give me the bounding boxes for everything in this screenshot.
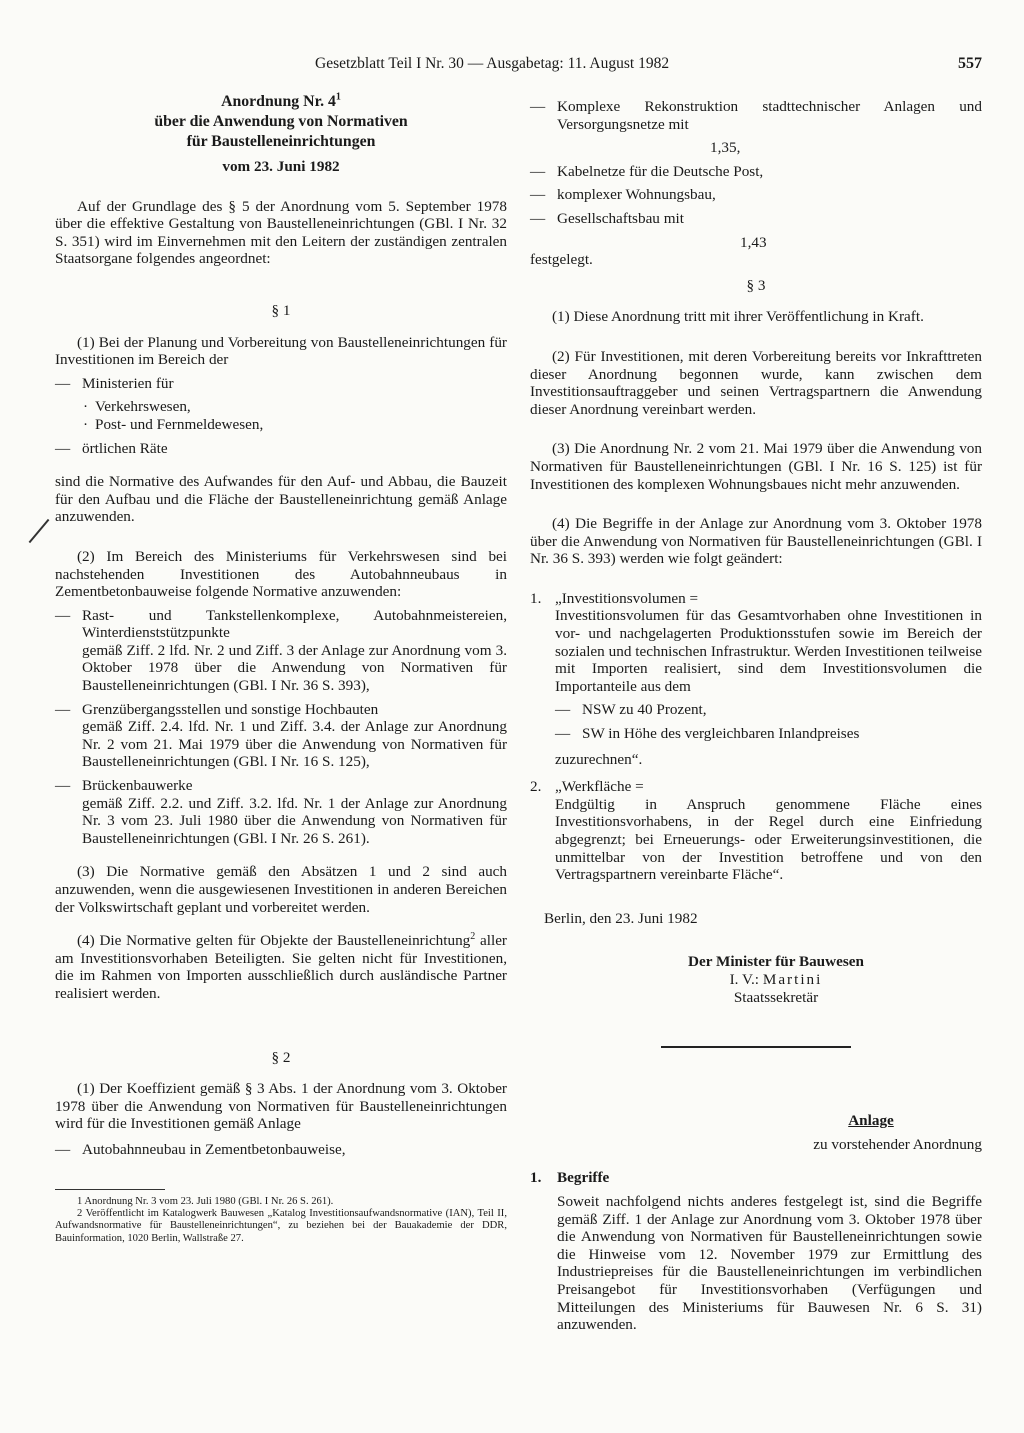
list-item — [55, 607, 507, 642]
list-item-text: Grenzübergangsstellen und sonstige Hochbauten — [82, 700, 379, 718]
s1-paragraph-3: (3) Die Normative gemäß den Absätzen 1 und 2 sind auch anzuwenden, wenn die ausgewiesenen Investitionen in anderen Bereichen der Volkswirtschaft geplant und vorbereitet werden. — [55, 863, 507, 916]
anlage-title: Anlage — [848, 1112, 894, 1130]
anlage-section-number: 1. — [530, 1169, 542, 1187]
s1-p4-text-b: aller am Investitionsvorhaben Beteiligten. Sie gelten nicht für Investitionen, die im Rahmen von Importen ausschließlich durch ausländische Partner realisiert werden. — [55, 932, 507, 1002]
list-item — [55, 1141, 507, 1159]
list-item-text: örtlichen Räte — [82, 439, 168, 457]
sub-item-text: NSW zu 40 Prozent, — [582, 701, 707, 719]
list-item — [55, 777, 507, 795]
footnote-rule — [55, 1189, 165, 1190]
title-line-1: Anordnung Nr. 4 — [221, 93, 336, 110]
list-item-text: Brückenbauwerke — [82, 777, 193, 795]
list-item-reference: gemäß Ziff. 2.2. und Ziff. 3.2. lfd. Nr. 1 der Anlage zur Anordnung Nr. 3 vom 23. Juli 1980 über die Anwendung von Normativen für Baustelleneinrichtungen (GBl. I Nr. 26 S. 261). — [82, 794, 507, 847]
anlage-text: Soweit nachfolgend nichts anderes festgelegt ist, sind die Begriffe gemäß Ziff. 1 der Anlage zur Anordnung vom 3. Oktober 1978 über die Anwendung von Normativen für Baustelleneinrichtungen sowie die Hinweise vom 12. November 1979 zur Ermittlung des Industriepreises für die Baustelleneinrichtungen im verbindlichen Preisangebot für Investitionsvorhaben (Verfügungen und Mitteilungen des Ministeriums für Bauwesen Nr. 6 S. 31) anzuwenden. — [557, 1192, 982, 1334]
title-line-3: für Baustelleneinrichtungen — [186, 133, 376, 150]
sub-list-item — [530, 701, 982, 719]
s3-paragraph-3: (3) Die Anordnung Nr. 2 vom 21. Mai 1979 über die Anwendung von Normativen für Baustelleneinrichtungen (GBl. I Nr. 16 S. 125) ist für Investitionen des komplexen Wohnungsbaues nicht mehr anzuwenden. — [530, 440, 982, 493]
s3-paragraph-4: (4) Die Begriffe in der Anlage zur Anordnung vom 3. Oktober 1978 über die Anwendung von Normativen für Baustelleneinrichtungen (GBl. I Nr. 36 S. 393) werden wie folgt geändert: — [530, 515, 982, 568]
title-footnote-ref: 1 — [335, 91, 341, 103]
list-item-text: Autobahnneubau in Zementbetonbauweise, — [82, 1140, 346, 1158]
sub-item-text: Post- und Fernmeldewesen, — [95, 415, 264, 433]
section-3-heading: § 3 — [746, 276, 766, 294]
dash-mark: — — [55, 439, 71, 457]
s3-paragraph-1: (1) Diese Anordnung tritt mit ihrer Veröffentlichung in Kraft. — [552, 308, 924, 326]
sub-item-text: SW in Höhe des vergleichbaren Inlandpreises — [582, 725, 860, 743]
dash-mark: — — [55, 1140, 71, 1158]
bullet-mark: · — [83, 415, 89, 433]
dash-mark: — — [55, 700, 71, 718]
sub-list-item — [530, 725, 982, 743]
list-item — [530, 186, 982, 204]
definition-heading: „Werkfläche = — [555, 778, 644, 796]
section-2-heading: § 2 — [271, 1048, 291, 1066]
definition-text: Investitionsvolumen für das Gesamtvorhaben ohne Investitionen in vor- und nachgelagerten Produktionsstufen sowie im Bereich der sozialen und technischen Infrastruktur. Werden Investitionen teilweise mit Importen realisiert, sind dem Investitionsvolumen die Importanteile aus dem — [555, 607, 982, 695]
footnote-2: 2 Veröffentlicht im Katalogwerk Bauwesen „Katalog Investitionsaufwandsnormative (IAN), Teil II, Aufwandsnormative für Baustelleneinrichtungen“, zu beziehen bei der Bauakademie der DDR, Bauinformation, 1020 Berlin, Wallstraße 27. — [55, 1207, 507, 1244]
list-item-reference: gemäß Ziff. 2 lfd. Nr. 2 und Ziff. 3 der Anlage zur Anordnung vom 3. Oktober 1978 über die Anwendung von Normativen für Baustelleneinrichtungen (GBl. I Nr. 36 S. 393), — [82, 641, 507, 695]
s1-paragraph-1: (1) Bei der Planung und Vorbereitung von Baustelleneinrichtungen für Investitionen im Bereich der — [55, 333, 507, 369]
dash-mark: — — [55, 374, 71, 392]
pen-mark — [29, 519, 50, 543]
title-line-2: über die Anwendung von Normativen — [154, 113, 408, 130]
right-column — [530, 98, 982, 1334]
dash-mark: — — [530, 209, 546, 227]
list-item-reference: gemäß Ziff. 2.4. lfd. Nr. 1 und Ziff. 3.4. der Anlage zur Anordnung Nr. 2 vom 21. Mai 1979 über die Anwendung von Normativen für Baustelleneinrichtungen (GBl. I Nr. 16 S. 125), — [82, 718, 507, 771]
document-title — [55, 92, 507, 152]
anlage-title-wrap — [530, 1112, 982, 1130]
list-item — [55, 440, 507, 458]
list-item-text: Rast- und Tankstellenkomplexe, Autobahnmeistereien, Winterdienststützpunkte — [82, 606, 507, 642]
footnote-ref: 2 — [470, 931, 476, 943]
list-item-text: komplexer Wohnungsbau, — [557, 186, 716, 204]
document-date: vom 23. Juni 1982 — [222, 158, 340, 175]
definition-item — [530, 590, 982, 608]
sub-list-item — [55, 416, 507, 434]
s3-paragraph-2: (2) Für Investitionen, mit deren Vorbereitung bereits vor Inkrafttreten dieser Anordnung begonnen wurde, kann zwischen dem Investitionsauftraggeber und seinen Vertragspartnern die Anwendung dieser Anordnung vereinbart werden. — [530, 347, 982, 418]
footnote-1: 1 Anordnung Nr. 3 vom 23. Juli 1980 (GBl. I Nr. 26 S. 261). — [77, 1195, 334, 1207]
list-item — [55, 375, 507, 393]
dash-mark: — — [530, 98, 546, 115]
page-header — [52, 55, 982, 77]
definition-item — [530, 778, 982, 796]
sub-item-text: Verkehrswesen, — [95, 398, 191, 416]
anlage-section-heading: Begriffe — [557, 1169, 610, 1187]
signer-role: Staatssekretär — [733, 988, 819, 1006]
s1-paragraph-2: (2) Im Bereich des Ministeriums für Verkehrswesen sind bei nachstehenden Investitionen des Autobahnneubaus in Zementbetonbauweise folgende Normative anzuwenden: — [55, 547, 507, 601]
list-item-text: Komplexe Rekonstruktion stadttechnischer Anlagen und Versorgungsnetze mit — [557, 98, 982, 133]
definition-text: Endgültig in Anspruch genommene Fläche eines Investitionsvorhabens, in der Regel durch eine Einfriedung abgegrenzt; bei Erneuerungs- oder Erweiterungsinvestitionen, die unmittelbar von der Investition betroffene und von den Vertragspartnern vereinbarte Fläche“. — [555, 795, 982, 884]
dash-mark: — — [55, 606, 71, 624]
festgelegt-text: festgelegt. — [530, 251, 593, 269]
coefficient-value: 1,35, — [710, 139, 741, 157]
list-item-text: Kabelnetze für die Deutsche Post, — [557, 162, 764, 180]
dash-mark: — — [530, 162, 546, 180]
dash-mark: — — [555, 725, 571, 743]
s1-p4-text-a: (4) Die Normative gelten für Objekte der Baustelleneinrichtung — [77, 932, 471, 950]
signer-title: Der Minister für Bauwesen — [688, 953, 864, 971]
bullet-mark: · — [83, 398, 89, 416]
s2-paragraph-1: (1) Der Koeffizient gemäß § 3 Abs. 1 der Anordnung vom 3. Oktober 1978 über die Anwendung von Normativen für Baustelleneinrichtungen wird für die Investitionen gemäß Anlage — [55, 1080, 507, 1133]
definition-number: 1. — [530, 589, 542, 607]
anlage-section — [530, 1169, 982, 1187]
anlage-subtitle: zu vorstehender Anordnung — [813, 1135, 982, 1153]
running-head: Gesetzblatt Teil I Nr. 30 — Ausgabetag: 11. August 1982 — [315, 55, 670, 72]
signer-line — [570, 971, 982, 989]
list-item-text: Gesellschaftsbau mit — [557, 209, 684, 227]
preamble: Auf der Grundlage des § 5 der Anordnung vom 5. September 1978 über die effektive Gestaltung von Baustelleneinrichtungen (GBl. I Nr. 32 S. 351) wird im Einvernehmen mit den Leitern der zuständigen zentralen Staatsorgane folgendes angeordnet: — [55, 197, 507, 268]
signer-name: Martini — [762, 970, 823, 988]
list-item-text: Ministerien für — [82, 374, 174, 392]
place-date: Berlin, den 23. Juni 1982 — [544, 909, 698, 927]
dash-mark: — — [530, 186, 546, 204]
left-column — [55, 92, 507, 1245]
signature-block — [530, 953, 982, 1006]
page-number: 557 — [958, 55, 982, 72]
coefficient-value: 1,43 — [740, 233, 767, 251]
s1-paragraph-1-end: sind die Normative des Aufwandes für den Auf- und Abbau, die Bauzeit für den Aufbau und die Fläche der Baustelleneinrichtung gemäß Anlage anzuwenden. — [55, 473, 507, 526]
list-item — [530, 98, 982, 133]
list-item — [530, 163, 982, 181]
definition-heading: „Investitionsvolumen = — [555, 589, 699, 607]
signer-iv: I. V.: — [729, 970, 763, 988]
dash-mark: — — [55, 777, 71, 795]
section-1-heading: § 1 — [271, 301, 291, 319]
list-item — [530, 210, 982, 228]
definition-number: 2. — [530, 778, 542, 796]
dash-mark: — — [555, 701, 571, 719]
closing-rule — [661, 1046, 851, 1048]
definition-end: zuzurechnen“. — [555, 750, 643, 768]
list-item — [55, 701, 507, 719]
sub-list-item — [55, 398, 507, 416]
s1-paragraph-4 — [55, 932, 507, 1002]
